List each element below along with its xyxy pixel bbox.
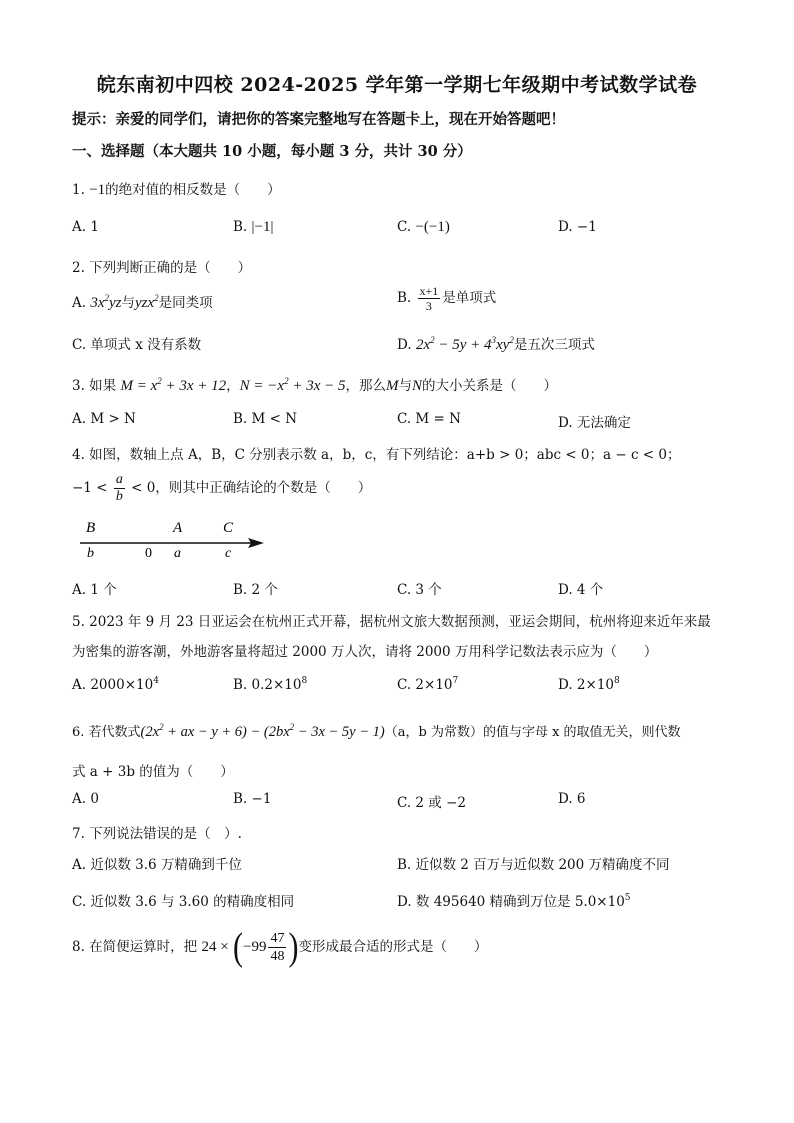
question-5-line1: 5. 2023 年 9 月 23 日亚运会在杭州正式开幕，据杭州文旅大数据预测，亚运会期间，杭州将迎来近年来最 [72,614,711,630]
q5-option-b: B. $0.2\times 10^8$ [233,676,308,693]
page-title: 皖东南初中四校 2024-2025 学年第一学期七年级期中考试数学试卷 [96,74,698,96]
q2-fraction: $\frac{x+1}{3}$ [419,284,439,313]
q4-option-a: A. 1 个 [72,582,117,598]
q1-option-b: B. |−1| [233,219,274,235]
q2-option-d: D. $2x^2 - 5y + 4^3xy^2$是五次三项式 [397,335,595,353]
q7-option-c: C. 近似数 3.6 与 3.60 的精确度相同 [72,894,295,910]
q7-option-d: D. 数 495640 精确到万位是 $5.0\times 10^5$ [397,893,631,910]
zero-label: 0 [145,546,152,561]
value-b-label: b [87,546,94,561]
q3-option-c: C. M = N [397,411,461,427]
q5-option-a: A. $2000\times 10^4$ [72,676,159,693]
q3-option-b: B. M < N [233,411,298,427]
question-6-line1: 6. 若代数式($2x^2$ + ax − $y + 6) - (2bx^2 - 3x - 5y - 1)(a$，b 为常数）的值与字母 x 的取值无关，则代数 [72,722,681,740]
q4-option-d: D. 4 个 [558,582,604,598]
question-8-stem: 8. 在简便运算时，把 24 × (−99 $\frac{47}{48}$ )变形成最合适的形式是（ ） [72,925,488,969]
value-c-label: c [225,546,232,561]
q4-fraction: $\frac{a}{b}$ [115,472,123,504]
question-3-stem: 3. 如果 $M = x^2 + 3x + 12$，$N = -x^2 + 3x - 5$，那么M与N的大小关系是（ ） [72,376,557,394]
question-2-stem: 2. 下列判断正确的是（ ） [72,260,252,276]
q5-option-c: C. $2\times 10^7$ [397,676,459,693]
question-7-stem: 7. 下列说法错误的是（ ）. [72,826,242,842]
point-A-label: A [173,520,183,536]
point-B-label: B [86,520,96,536]
q6-option-b: B. −1 [233,791,272,807]
question-4-line1: 4. 如图，数轴上点 A，B，C 分别表示数 a，b，c，有下列结论：a+b > 0；abc < 0；a − c < 0； [72,447,681,463]
point-C-label: C [223,520,234,536]
q2-option-c: C. 单项式 x 没有系数 [72,337,202,353]
q6-option-d: D. 6 [558,791,586,807]
question-5-line2: 为密集的游客潮，外地游客量将超过 2000 万人次，请将 2000 万用科学记数法表示应为（ ） [72,644,658,660]
q1-option-a: A. 1 [72,219,99,235]
q2-option-a: A. $3x^2yz$与yzx$^2$是同类项 [72,293,213,311]
q7-option-a: A. 近似数 3.6 万精确到千位 [72,857,242,873]
value-a-label: a [174,546,181,561]
q5-option-d: D. $2\times 10^8$ [558,676,620,693]
q3-option-d: D. 无法确定 [558,415,631,431]
q1-expr: −1 [89,182,106,198]
q1-option-d: D. −1 [558,219,597,235]
question-1-stem: 1. −1的绝对值的相反数是（ ） [72,182,281,198]
q2-option-b: B. $\frac{x+1}{3}$ 是单项式 [397,284,497,313]
q4-option-c: C. 3 个 [397,582,442,598]
q4-option-b: B. 2 个 [233,582,278,598]
q3-option-a: A. M > N [72,411,136,427]
question-4-line2: −1 < $\frac{a}{b}$ < 0，则其中正确结论的个数是（ ） [72,472,372,504]
q6-option-c: C. 2 或 −2 [397,795,467,811]
question-6-line2: 式 a + 3b 的值为（ ） [72,764,234,780]
q6-option-a: A. 0 [72,791,99,807]
section-heading: 一、选择题（本大题共 10 小题，每小题 3 分，共计 30 分） [72,143,472,160]
q1-option-c: C. −(−1) [397,219,450,235]
number-line-figure [76,517,276,563]
q7-option-b: B. 近似数 2 百万与近似数 200 万精确度不同 [397,857,670,873]
instruction-tip: 提示：亲爱的同学们，请把你的答案完整地写在答题卡上，现在开始答题吧！ [72,111,565,128]
